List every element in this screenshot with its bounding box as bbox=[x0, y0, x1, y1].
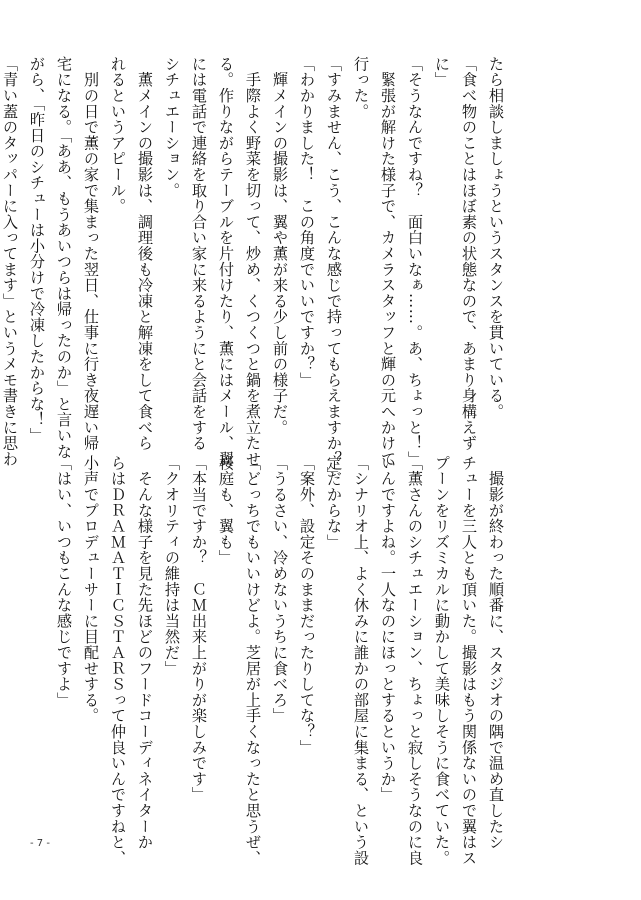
text-block-top bbox=[0, 56, 509, 483]
text-line: 別の日で薫の家で集まった翌日、仕事に行き夜遅い帰 bbox=[82, 56, 100, 451]
text-line: 小声でプロデューサーに目配せする。 bbox=[82, 455, 100, 724]
text-line: 「シナリオ上、よく休みに誰かの部屋に集まる、という設 bbox=[352, 455, 370, 866]
text-line: 「そうなんですね？ 面白いなぁ……。あ、ちょっと！」 bbox=[406, 56, 424, 467]
text-line: れるというアピール。 bbox=[109, 56, 127, 214]
text-line: 桜庭も、翼も」 bbox=[217, 455, 235, 566]
text-line: たら相談しましょうというスタンスを貫いている。 bbox=[487, 56, 505, 420]
text-line: 「うるさい、冷めないうちに食べろ」 bbox=[271, 455, 289, 724]
text-line: いんですよね。一人なのにほっとするというか」 bbox=[379, 455, 397, 803]
text-line: 緊張が解けた様子で、カメラスタッフと輝の元へかけて bbox=[379, 56, 397, 467]
text-line: 薫メインの撮影は、調理後も冷凍と解凍をして食べら bbox=[136, 56, 154, 451]
text-line: がら、「昨日のシチューは小分けで冷凍したからな！」 bbox=[28, 56, 46, 444]
text-line: 「クオリティの維持は当然だ」 bbox=[163, 455, 181, 677]
text-line: 「青い蓋のタッパーに入ってます」というメモ書きに思わ bbox=[1, 56, 19, 467]
text-block-bottom bbox=[50, 455, 509, 866]
text-line: 「はい、いつもこんな感じですよ」 bbox=[55, 455, 73, 708]
text-line: に」 bbox=[433, 56, 451, 88]
text-line: 「薫さんのシチュエーション、ちょっと寂しそうなのに良 bbox=[406, 455, 424, 866]
text-line: 撮影が終わった順番に、スタジオの隅で温め直したシ bbox=[487, 455, 505, 850]
text-line: 行った。 bbox=[352, 56, 370, 120]
text-line: シチュエーション。 bbox=[163, 56, 181, 199]
text-line: 「食べ物のことはほぼ素の状態なので、あまり身構えず bbox=[460, 56, 478, 451]
text-line: 「わかりました！ この角度でいいですか？」 bbox=[298, 56, 316, 388]
text-line: 「本当ですか？ ＣＭ出来上がりが楽しみです」 bbox=[190, 455, 208, 803]
text-line: チューを三人とも頂いた。撮影はもう関係ないので翼はス bbox=[460, 455, 478, 866]
text-line: 「案外、設定そのままだったりしてな？」 bbox=[298, 455, 316, 756]
text-line: 手際よく野菜を切って、炒め、くつくつと鍋を煮立たせ bbox=[244, 56, 262, 467]
text-line: 「すみません、こう、こんな感じで持ってもらえますか？」 bbox=[325, 56, 343, 483]
text-line: る。作りながらテーブルを片付けたり、薫にはメール、翼 bbox=[217, 56, 235, 467]
page-number: - 7 - bbox=[30, 838, 50, 849]
text-line: 定だからな」 bbox=[325, 455, 343, 550]
text-line: そんな様子を見た先ほどのフードコーディネイターか bbox=[136, 455, 154, 850]
text-line: 「どっちでもいいけどよ。芝居が上手くなったと思うぜ、 bbox=[244, 455, 262, 866]
text-line: プーンをリズミカルに動かして美味しそうに食べていた。 bbox=[433, 455, 451, 866]
text-line: 宅になる。「ああ、もうあいつらは帰ったのか」と言いな bbox=[55, 56, 73, 460]
text-line: には電話で連絡を取り合い家に来るようにと会話をする bbox=[190, 56, 208, 451]
text-line: らはＤＲＡＭＡＴＩＣＳＴＡＲＳって仲良いんですねと、 bbox=[109, 455, 127, 866]
text-line: 輝メインの撮影は、翼や薫が来る少し前の様子だ。 bbox=[271, 56, 289, 436]
